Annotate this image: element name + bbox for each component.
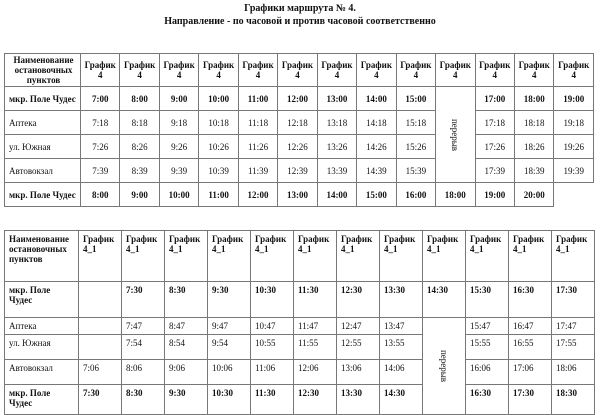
- column-header: График 4_1: [552, 231, 595, 282]
- time-cell: 7:54: [122, 335, 165, 360]
- column-header: График 4_1: [337, 231, 380, 282]
- column-header: График 4: [514, 54, 553, 87]
- time-cell: 18:18: [514, 111, 553, 135]
- time-cell: 9:00: [159, 87, 198, 111]
- time-cell: 8:30: [122, 385, 165, 415]
- column-header: График 4_1: [509, 231, 552, 282]
- break-label: перерыв: [438, 349, 449, 383]
- time-cell: 18:39: [514, 159, 553, 183]
- break-label: перерыв: [450, 118, 461, 151]
- time-cell: 14:30: [423, 282, 466, 318]
- time-cell: 12:00: [238, 183, 277, 207]
- time-cell: 17:00: [475, 87, 514, 111]
- column-header: График 4_1: [380, 231, 423, 282]
- time-cell: 14:30: [380, 385, 423, 415]
- time-cell: 13:39: [317, 159, 356, 183]
- stop-header: Наименование остановочных пунктов: [5, 54, 81, 87]
- time-cell: 10:00: [199, 87, 238, 111]
- time-cell: 16:30: [466, 385, 509, 415]
- time-cell: 11:00: [238, 87, 277, 111]
- time-cell: 12:06: [294, 360, 337, 385]
- time-cell: 9:39: [159, 159, 198, 183]
- table-row: [5, 87, 594, 111]
- time-cell: 7:39: [81, 159, 120, 183]
- time-cell: 15:00: [357, 183, 396, 207]
- time-cell: 15:47: [466, 318, 509, 335]
- time-cell: 11:30: [294, 282, 337, 318]
- table-row: [5, 282, 595, 318]
- time-cell: 9:47: [208, 318, 251, 335]
- column-header: График 4_1: [165, 231, 208, 282]
- time-cell: 15:26: [396, 135, 435, 159]
- time-cell: 20:00: [514, 183, 553, 207]
- column-header: График 4_1: [122, 231, 165, 282]
- time-cell: 14:00: [317, 183, 356, 207]
- time-cell: 19:00: [475, 183, 514, 207]
- stop-name: Аптека: [5, 318, 79, 335]
- time-cell: 8:30: [165, 282, 208, 318]
- time-cell: 16:47: [509, 318, 552, 335]
- time-cell: 11:26: [238, 135, 277, 159]
- column-header: График 4_1: [251, 231, 294, 282]
- column-header: График 4: [199, 54, 238, 87]
- time-cell: 13:00: [278, 183, 317, 207]
- table-row: [5, 318, 595, 335]
- column-header: График 4_1: [79, 231, 122, 282]
- time-cell: 13:47: [380, 318, 423, 335]
- stop-name: Аптека: [5, 111, 81, 135]
- stop-name: ул. Южная: [5, 135, 81, 159]
- time-cell: 15:18: [396, 111, 435, 135]
- time-cell: 11:55: [294, 335, 337, 360]
- time-cell: 17:06: [509, 360, 552, 385]
- stop-name: мкр. Поле Чудес: [5, 183, 81, 207]
- time-cell: 10:47: [251, 318, 294, 335]
- stop-name: ул. Южная: [5, 335, 79, 360]
- header-row: [5, 54, 594, 87]
- stop-header: Наименование остановочных пунктов: [5, 231, 79, 282]
- table-row: [5, 183, 594, 207]
- time-cell: 12:55: [337, 335, 380, 360]
- time-cell: 9:00: [120, 183, 159, 207]
- time-cell: 14:26: [357, 135, 396, 159]
- time-cell: 8:26: [120, 135, 159, 159]
- time-cell: 7:18: [81, 111, 120, 135]
- table-row: [5, 335, 595, 360]
- time-cell: 10:55: [251, 335, 294, 360]
- time-cell: 7:30: [122, 282, 165, 318]
- column-header: График 4_1: [466, 231, 509, 282]
- time-cell: 18:06: [552, 360, 595, 385]
- column-header: График 4: [238, 54, 277, 87]
- time-cell: 17:26: [475, 135, 514, 159]
- time-cell: 10:30: [208, 385, 251, 415]
- time-cell: 15:30: [466, 282, 509, 318]
- time-cell: 8:00: [81, 183, 120, 207]
- time-cell: 19:00: [554, 87, 594, 111]
- time-cell: 18:00: [514, 87, 553, 111]
- time-cell: 17:47: [552, 318, 595, 335]
- time-cell: [79, 335, 122, 360]
- time-cell: 7:26: [81, 135, 120, 159]
- time-cell: 8:54: [165, 335, 208, 360]
- time-cell: 8:18: [120, 111, 159, 135]
- stop-name: мкр. Поле Чудес: [5, 87, 81, 111]
- time-cell: 13:06: [337, 360, 380, 385]
- time-cell: 9:54: [208, 335, 251, 360]
- time-cell: 12:30: [337, 282, 380, 318]
- time-cell: 9:30: [208, 282, 251, 318]
- time-cell: 19:39: [554, 159, 594, 183]
- time-cell: 10:18: [199, 111, 238, 135]
- time-cell: 7:47: [122, 318, 165, 335]
- stop-name: мкр. Поле Чудес: [5, 385, 79, 415]
- time-cell: 12:30: [294, 385, 337, 415]
- column-header: График 4: [317, 54, 356, 87]
- column-header: График 4: [81, 54, 120, 87]
- time-cell: 17:30: [509, 385, 552, 415]
- time-cell: 11:06: [251, 360, 294, 385]
- time-cell: 11:47: [294, 318, 337, 335]
- column-header: График 4: [554, 54, 594, 87]
- time-cell: 13:18: [317, 111, 356, 135]
- time-cell: 17:30: [552, 282, 595, 318]
- stop-name: Автовокзал: [5, 360, 79, 385]
- time-cell: 8:47: [165, 318, 208, 335]
- column-header: График 4_1: [423, 231, 466, 282]
- schedule-table-4: [4, 53, 594, 207]
- time-cell: 12:26: [278, 135, 317, 159]
- document-subtitle: Направление - по часовой и против часовой соответственно: [164, 16, 436, 27]
- time-cell: 18:30: [552, 385, 595, 415]
- column-header: График 4_1: [294, 231, 337, 282]
- time-cell: 9:26: [159, 135, 198, 159]
- time-cell: 13:00: [317, 87, 356, 111]
- time-cell: 7:00: [81, 87, 120, 111]
- table-row: [5, 360, 595, 385]
- time-cell: [79, 282, 122, 318]
- time-cell: 11:00: [199, 183, 238, 207]
- time-cell: [79, 318, 122, 335]
- document-title: Графики маршрута № 4.: [244, 3, 356, 14]
- time-cell: 13:30: [380, 282, 423, 318]
- time-cell: 18:26: [514, 135, 553, 159]
- time-cell: 8:06: [122, 360, 165, 385]
- time-cell: 15:55: [466, 335, 509, 360]
- time-cell: 10:30: [251, 282, 294, 318]
- break-cell: [436, 87, 475, 183]
- time-cell: 10:26: [199, 135, 238, 159]
- time-cell: 16:00: [396, 183, 435, 207]
- time-cell: 9:18: [159, 111, 198, 135]
- time-cell: 10:39: [199, 159, 238, 183]
- time-cell: 12:47: [337, 318, 380, 335]
- time-cell: 12:00: [278, 87, 317, 111]
- time-cell: 14:18: [357, 111, 396, 135]
- time-cell: 12:18: [278, 111, 317, 135]
- time-cell: 10:06: [208, 360, 251, 385]
- table-row: [5, 159, 594, 183]
- time-cell: 17:55: [552, 335, 595, 360]
- stop-name: мкр. Поле Чудес: [5, 282, 79, 318]
- time-cell: 16:30: [509, 282, 552, 318]
- time-cell: 13:26: [317, 135, 356, 159]
- column-header: График 4: [475, 54, 514, 87]
- time-cell: 15:39: [396, 159, 435, 183]
- time-cell: 7:30: [79, 385, 122, 415]
- time-cell: 19:18: [554, 111, 594, 135]
- column-header: График 4: [159, 54, 198, 87]
- time-cell: 16:06: [466, 360, 509, 385]
- schedule-table-4-1: [4, 230, 595, 415]
- column-header: График 4: [357, 54, 396, 87]
- header-row: [5, 231, 595, 282]
- time-cell: 17:18: [475, 111, 514, 135]
- time-cell: 17:39: [475, 159, 514, 183]
- time-cell: 8:39: [120, 159, 159, 183]
- time-cell: 14:06: [380, 360, 423, 385]
- time-cell: 16:55: [509, 335, 552, 360]
- time-cell: 11:39: [238, 159, 277, 183]
- time-cell: 11:30: [251, 385, 294, 415]
- time-cell: 15:00: [396, 87, 435, 111]
- stop-name: Автовокзал: [5, 159, 81, 183]
- time-cell: 7:06: [79, 360, 122, 385]
- time-cell: 14:39: [357, 159, 396, 183]
- time-cell: 13:30: [337, 385, 380, 415]
- time-cell: 8:00: [120, 87, 159, 111]
- time-cell: 10:00: [159, 183, 198, 207]
- time-cell: 14:00: [357, 87, 396, 111]
- time-cell: 13:55: [380, 335, 423, 360]
- time-cell: 19:26: [554, 135, 594, 159]
- time-cell: 18:00: [436, 183, 475, 207]
- column-header: График 4_1: [208, 231, 251, 282]
- time-cell: 11:18: [238, 111, 277, 135]
- column-header: График 4: [120, 54, 159, 87]
- table-row: [5, 135, 594, 159]
- column-header: График 4: [396, 54, 435, 87]
- column-header: График 4: [436, 54, 475, 87]
- column-header: График 4: [278, 54, 317, 87]
- time-cell: 9:06: [165, 360, 208, 385]
- time-cell: 12:39: [278, 159, 317, 183]
- table-row: [5, 111, 594, 135]
- time-cell: 9:30: [165, 385, 208, 415]
